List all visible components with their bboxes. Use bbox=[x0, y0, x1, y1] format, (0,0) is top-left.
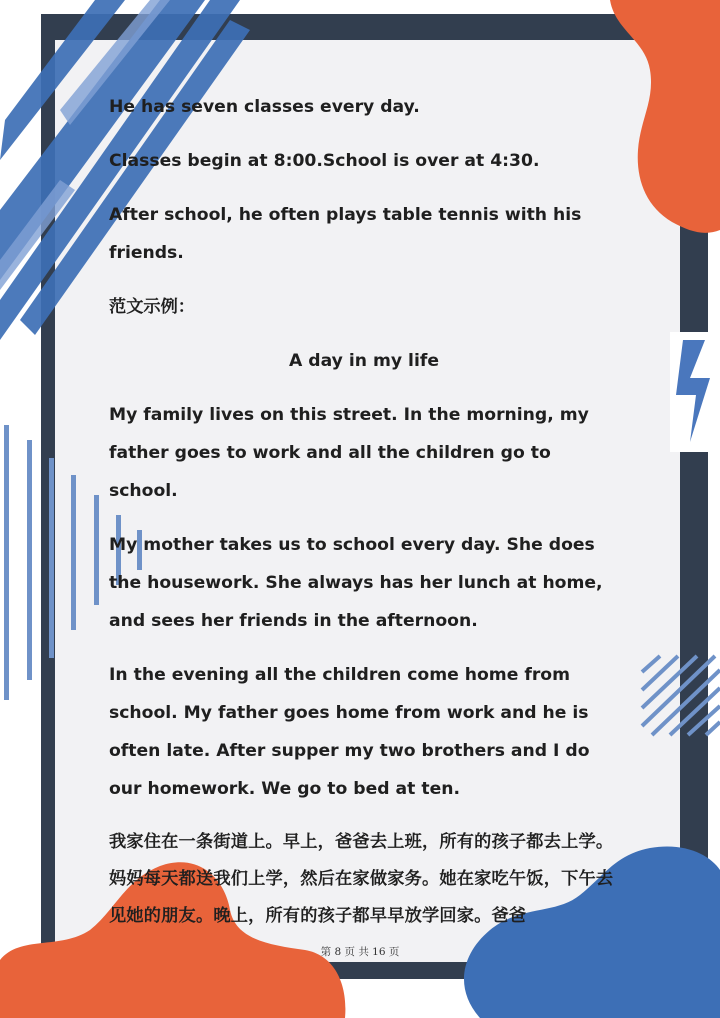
paragraph-mother: My mother takes us to school every day. She does the housework. She always has her lunch at home, and sees her friends in the afternoon. bbox=[109, 535, 603, 631]
page-number: 第 8 页 共 16 页 bbox=[320, 946, 400, 958]
paragraph-chinese-translation: 我家住在一条街道上。早上，爸爸去上班，所有的孩子都去上学。妈妈每天都送我们上学，然后在家做家务。她在家吃午饭，下午去见她的朋友。晚上，所有的孩子都早早放学回家。爸爸 bbox=[109, 832, 614, 926]
sample-essay-label: 范文示例： bbox=[109, 297, 195, 317]
paragraph-after-school: After school, he often plays table tennis with his friends. bbox=[109, 205, 582, 263]
paragraph-family: My family lives on this street. In the morning, my father goes to work and all the children go to school. bbox=[109, 405, 589, 501]
document-body bbox=[109, 88, 619, 951]
paragraph-evening: In the evening all the children come home from school. My father goes home from work and he is often late. After supper my two brothers and I do our homework. We go to bed at ten. bbox=[109, 665, 590, 799]
paragraph-classes: He has seven classes every day. bbox=[109, 97, 420, 117]
paragraph-schedule: Classes begin at 8:00.School is over at 4:30. bbox=[109, 151, 540, 171]
essay-title: A day in my life bbox=[289, 351, 439, 371]
